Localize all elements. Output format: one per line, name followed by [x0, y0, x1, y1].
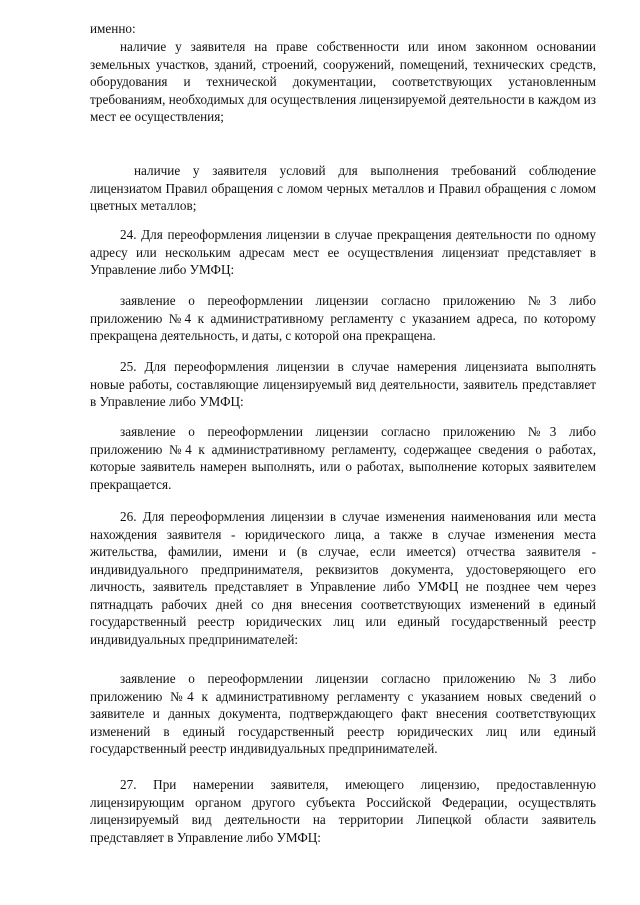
paragraph-item-24: 24. Для переоформления лицензии в случае прекращения деятельности по одному адресу или нескольким адресам мест ее осуществления лицензиат представляет в Управление либо УМФЦ: — [90, 227, 596, 277]
paragraph-intro: именно: — [90, 21, 136, 36]
paragraph-item-26: 26. Для переоформления лицензии в случае изменения наименования или места нахождения заявителя - юридического лица, а также в случае изменения места жительства, фамилии, имени и (в случае, если имеется) отчества заявителя - индивидуального предпринимателя, реквизитов документа, удостоверяющего его личность, заявитель представляет в Управление либо УМФЦ не позднее чем через пятнадцать рабочих дней со дня внесения соответствующих изменений в единый государственный реестр юридических лиц или единый государственный реестр индивидуальных предпринимателей: — [90, 509, 596, 647]
paragraph-ownership: наличие у заявителя на праве собственности или ином законном основании земельных участков, зданий, строений, сооружений, помещений, технических средств, оборудования и технической документации, соответствующих установленным требованиям, необходимых для осуществления лицензируемой деятельности в каждом из мест ее осуществления; — [90, 39, 596, 124]
paragraph-item-25-application: заявление о переоформлении лицензии согласно приложению №3 либо приложению №4 к административному регламенту, содержащее сведения о работах, которые заявитель намерен выполнять, или о работах, выполнение которых заявителем прекращается. — [90, 424, 596, 492]
paragraph-item-24-application: заявление о переоформлении лицензии согласно приложению №3 либо приложению №4 к административному регламенту с указанием адреса, по которому прекращена деятельность, и даты, с которой она прекращена. — [90, 293, 596, 343]
paragraph-item-27: 27. При намерении заявителя, имеющего лицензию, предоставленную лицензирующим органом другого субъекта Российской Федерации, осуществлять лицензируемый вид деятельности на территории Липецкой области заявитель представляет в Управление либо УМФЦ: — [90, 777, 596, 845]
paragraph-item-25: 25. Для переоформления лицензии в случае намерения лицензиата выполнять новые работы, составляющие лицензируемый вид деятельности, заявитель представляет в Управление либо УМФЦ: — [90, 359, 596, 409]
paragraph-item-26-application: заявление о переоформлении лицензии согласно приложению №3 либо приложению №4 к административному регламенту с указанием новых сведений о заявителе и данных документа, подтверждающего факт внесения соответствующих изменений в единый государственный реестр юридических лиц или единый государственный реестр индивидуальных предпринимателей. — [90, 671, 596, 756]
paragraph-conditions: наличие у заявителя условий для выполнения требований соблюдение лицензиатом Правил обращения с ломом черных металлов и Правил обращения с ломом цветных металлов; — [90, 163, 596, 213]
